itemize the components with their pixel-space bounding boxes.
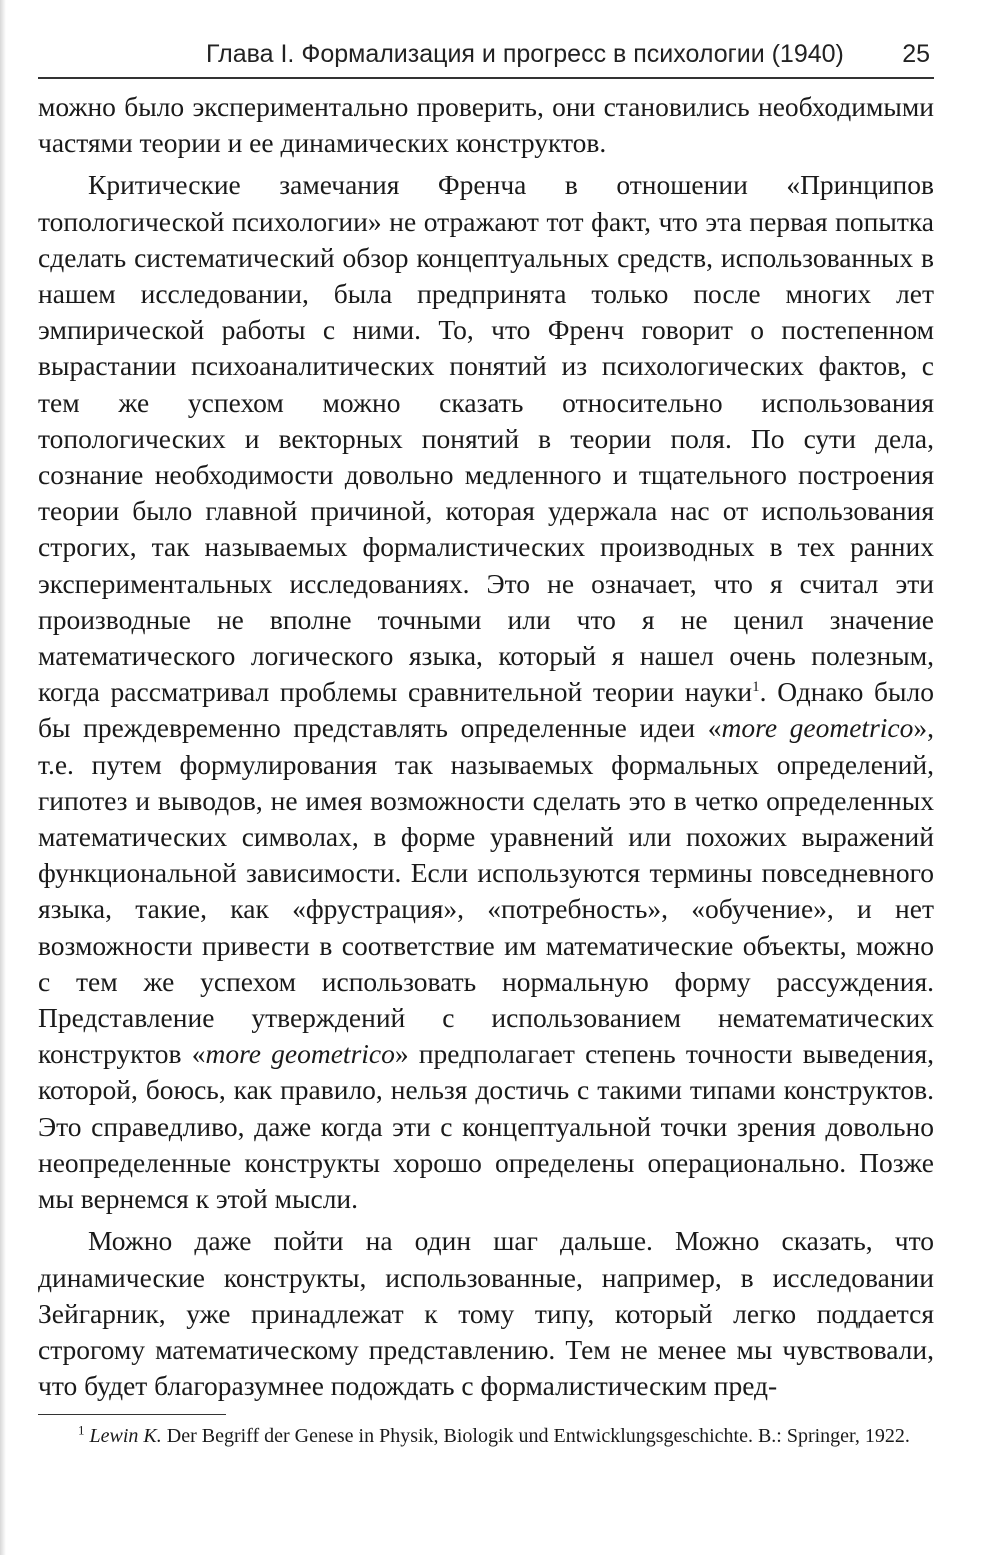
paragraph-continuation: можно было экспериментально проверить, они становились необходимыми частями теории и ее динамических конструктов. [38,91,934,159]
paragraph-text: », т.е. путем формулирования так называемых формальных определений, гипотез и выводов, не имея возможности сделать это в четко определенных математических символах, в форме уравнений или похожих выражений функциональной зависимости. Если используются термины повседневного языка, такие, как «фрустрация», «потребность», «обучение», и нет возможности привести в соответствие им математические объекты, можно с тем же успехом использовать нормальную форму рассуждения. Представление утверждений с использованием нематематических конструктов « [38,712,934,1070]
footnote-author: Lewin K. [89,1425,162,1448]
footnote-text: Der Begriff der Genese in Physik, Biologik und Entwicklungsgeschichte. B.: Springer, 1922. [161,1425,910,1448]
paragraph-french-critique [38,167,934,1217]
footnote [38,1423,934,1450]
running-header [38,30,934,79]
footnote-number: 1 [78,1422,85,1438]
paragraph-text: . Однако было бы преждевременно представлять определенные идеи « [38,676,934,744]
chapter-title: Глава I. Формализация и прогресс в психологии (1940) [206,40,844,68]
main-text [38,89,934,1404]
paragraph-text: Критические замечания Френча в отношении «Принципов топологической психологии» не отражают тот факт, что эта первая попытка сделать систематический обзор концептуальных средств, использованных в нашем исследовании, была предпринята только после многих лет эмпирической работы с ними. То, что Френч говорит о постепенном вырастании психоаналитических понятий из психологических фактов, с тем же успехом можно сказать относительно использования топологических и векторных понятий в теории поля. По сути дела, сознание необходимости довольно медленного и тщательного построения теории было главной причиной, которая удержала нас от использования строгих, так называемых формалистических производных в тех ранних экспериментальных исследованиях. Это не означает, что я считал эти производные не вполне точными или что я не ценил значение математического логического языка, который я нашел очень полезным, когда рассматривал проблемы сравнительной теории науки [38,169,934,708]
paragraph-text: » предполагает степень точности выведения, которой, боюсь, как правило, нельзя достичь с такими типами конструктов. Это справедливо, даже когда эти с концептуальной точки зрения довольно неопределенные конструкты хорошо определены операционально. Позже мы вернемся к этой мысли. [38,1038,934,1215]
latin-phrase: more geometrico [721,712,914,744]
footnote-reference: 1 [752,679,760,696]
page-number: 25 [902,40,930,68]
paragraph-zeigarnik: Можно даже пойти на один шаг дальше. Можно сказать, что динамические конструкты, использованные, например, в исследовании Зейгарник, уже принадлежат к тому типу, который легко поддается строгому математическому представлению. Тем не менее мы чувствовали, что будет благоразумнее подождать с формалистическим пред- [38,1225,934,1402]
footnote-divider [38,1414,226,1415]
book-page [38,30,934,1450]
page-edge-shadow [0,0,6,1555]
latin-phrase: more geometrico [205,1038,395,1070]
